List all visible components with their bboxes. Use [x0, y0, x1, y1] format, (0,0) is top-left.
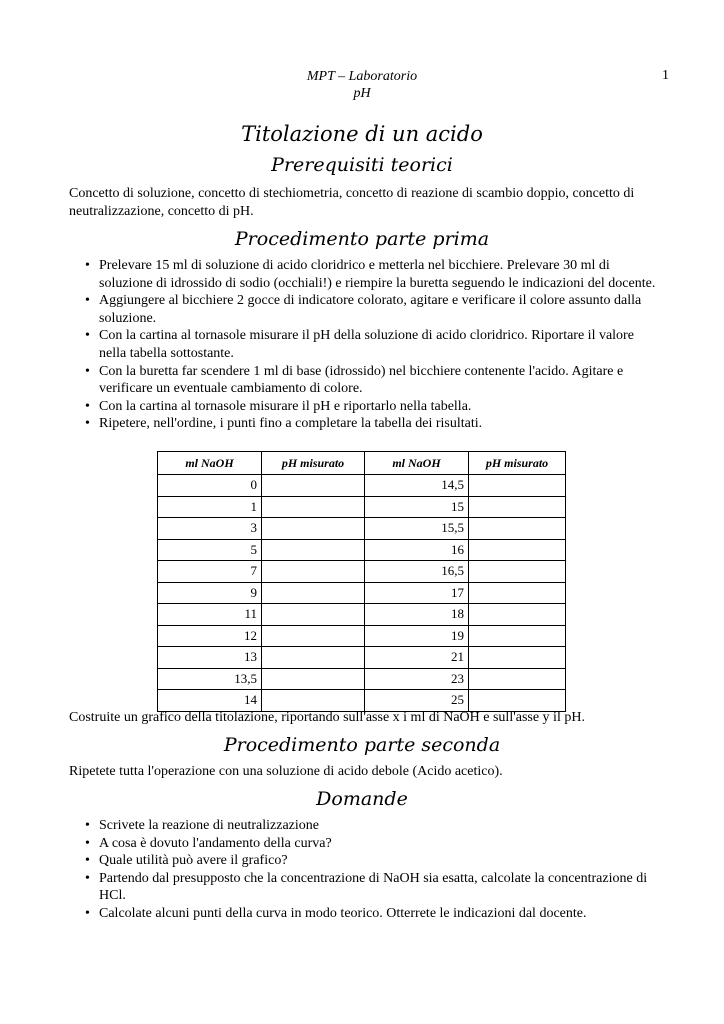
prerequisiti-text: Concetto di soluzione, concetto di stechiometria, concetto di reazione di scambio doppio, concetto di neutralizzazione, concetto di pH. [69, 186, 635, 219]
ph-measured-cell[interactable] [262, 690, 365, 712]
ph-measured-cell[interactable] [262, 647, 365, 669]
page-number: 1 [662, 68, 669, 83]
steps-list [69, 257, 659, 433]
ph-measured-cell[interactable] [469, 496, 566, 518]
list-item: • Quale utilità può avere il grafico? [99, 852, 659, 870]
ph-measured-cell[interactable] [262, 625, 365, 647]
ph-measured-cell[interactable] [262, 668, 365, 690]
page-header [0, 68, 724, 102]
ph-measured-cell[interactable] [469, 668, 566, 690]
col-header: pH misurato [469, 452, 566, 475]
ml-naoh-cell: 19 [365, 625, 469, 647]
ph-measured-cell[interactable] [469, 518, 566, 540]
results-table [157, 451, 566, 712]
list-item: • Con la cartina al tornasole misurare il pH della soluzione di acido cloridrico. Riportare il valore nella tabella sottostante. [99, 327, 659, 362]
ml-naoh-cell: 17 [365, 582, 469, 604]
list-item: • A cosa è dovuto l'andamento della curva? [99, 835, 659, 853]
list-item: • Ripetere, nell'ordine, i punti fino a completare la tabella dei risultati. [99, 415, 659, 433]
ml-naoh-cell: 18 [365, 604, 469, 626]
ml-naoh-cell: 7 [158, 561, 262, 583]
table-row [158, 690, 566, 712]
list-item: • Con la cartina al tornasole misurare il pH e riportarlo nella tabella. [99, 398, 659, 416]
table-row [158, 604, 566, 626]
ml-naoh-cell: 14 [158, 690, 262, 712]
ml-naoh-cell: 16,5 [365, 561, 469, 583]
ml-naoh-cell: 23 [365, 668, 469, 690]
table-row [158, 582, 566, 604]
ml-naoh-cell: 15,5 [365, 518, 469, 540]
ml-naoh-cell: 3 [158, 518, 262, 540]
ph-measured-cell[interactable] [469, 561, 566, 583]
ph-measured-cell[interactable] [469, 475, 566, 497]
ph-measured-cell[interactable] [262, 561, 365, 583]
table-row [158, 647, 566, 669]
col-header: ml NaOH [365, 452, 469, 475]
header-course: MPT – Laboratorio [306, 69, 418, 84]
ph-measured-cell[interactable] [469, 604, 566, 626]
ph-measured-cell[interactable] [469, 539, 566, 561]
list-item: • Partendo dal presupposto che la concentrazione di NaOH sia esatta, calcolate la concentrazione di HCl. [99, 870, 659, 905]
list-item: • Con la buretta far scendere 1 ml di base (idrossido) nel bicchiere contenente l'acido. Agitare e verificare un eventuale cambiamento di colore. [99, 363, 659, 398]
table-row [158, 496, 566, 518]
table-row [158, 539, 566, 561]
header-topic: pH [353, 86, 371, 101]
ml-naoh-cell: 21 [365, 647, 469, 669]
ml-naoh-cell: 13 [158, 647, 262, 669]
ml-naoh-cell: 0 [158, 475, 262, 497]
list-item: • Aggiungere al bicchiere 2 gocce di indicatore colorato, agitare e verificare il colore assunto dalla soluzione. [99, 292, 659, 327]
ph-measured-cell[interactable] [262, 496, 365, 518]
list-item: • Scrivete la reazione di neutralizzazione [99, 817, 659, 835]
ml-naoh-cell: 15 [365, 496, 469, 518]
ph-measured-cell[interactable] [262, 539, 365, 561]
col-header: ml NaOH [158, 452, 262, 475]
ph-measured-cell[interactable] [469, 690, 566, 712]
ph-measured-cell[interactable] [262, 604, 365, 626]
ml-naoh-cell: 12 [158, 625, 262, 647]
ml-naoh-cell: 13,5 [158, 668, 262, 690]
heading-domande: Domande [316, 788, 408, 810]
ml-naoh-cell: 5 [158, 539, 262, 561]
col-header: pH misurato [262, 452, 365, 475]
ml-naoh-cell: 16 [365, 539, 469, 561]
ml-naoh-cell: 9 [158, 582, 262, 604]
ph-measured-cell[interactable] [262, 518, 365, 540]
ph-measured-cell[interactable] [469, 625, 566, 647]
table-row [158, 668, 566, 690]
ml-naoh-cell: 1 [158, 496, 262, 518]
document-title: Titolazione di un acido [241, 122, 483, 146]
ml-naoh-cell: 11 [158, 604, 262, 626]
list-item: • Calcolate alcuni punti della curva in modo teorico. Otterrete le indicazioni dal docente. [99, 905, 659, 923]
ph-measured-cell[interactable] [469, 647, 566, 669]
parte-seconda-text: Ripetete tutta l'operazione con una soluzione di acido debole (Acido acetico). [69, 764, 503, 779]
table-row [158, 561, 566, 583]
heading-parte-seconda: Procedimento parte seconda [223, 734, 501, 756]
ph-measured-cell[interactable] [262, 582, 365, 604]
list-item: • Prelevare 15 ml di soluzione di acido cloridrico e metterla nel bicchiere. Prelevare 30 ml di soluzione di idrossido di sodio (occhiali!) e riempire la buretta seguendo le indicazioni del docente. [99, 257, 659, 292]
table-header-row [158, 452, 566, 475]
table-row [158, 475, 566, 497]
ml-naoh-cell: 14,5 [365, 475, 469, 497]
ph-measured-cell[interactable] [469, 582, 566, 604]
ph-measured-cell[interactable] [262, 475, 365, 497]
heading-prerequisiti: Prerequisiti teorici [271, 154, 453, 176]
table-row [158, 518, 566, 540]
ml-naoh-cell: 25 [365, 690, 469, 712]
table-row [158, 625, 566, 647]
questions-list [69, 817, 659, 923]
heading-parte-prima: Procedimento parte prima [234, 228, 490, 250]
graph-instruction: Costruite un grafico della titolazione, riportando sull'asse x i ml di NaOH e sull'asse y il pH. [69, 710, 585, 725]
